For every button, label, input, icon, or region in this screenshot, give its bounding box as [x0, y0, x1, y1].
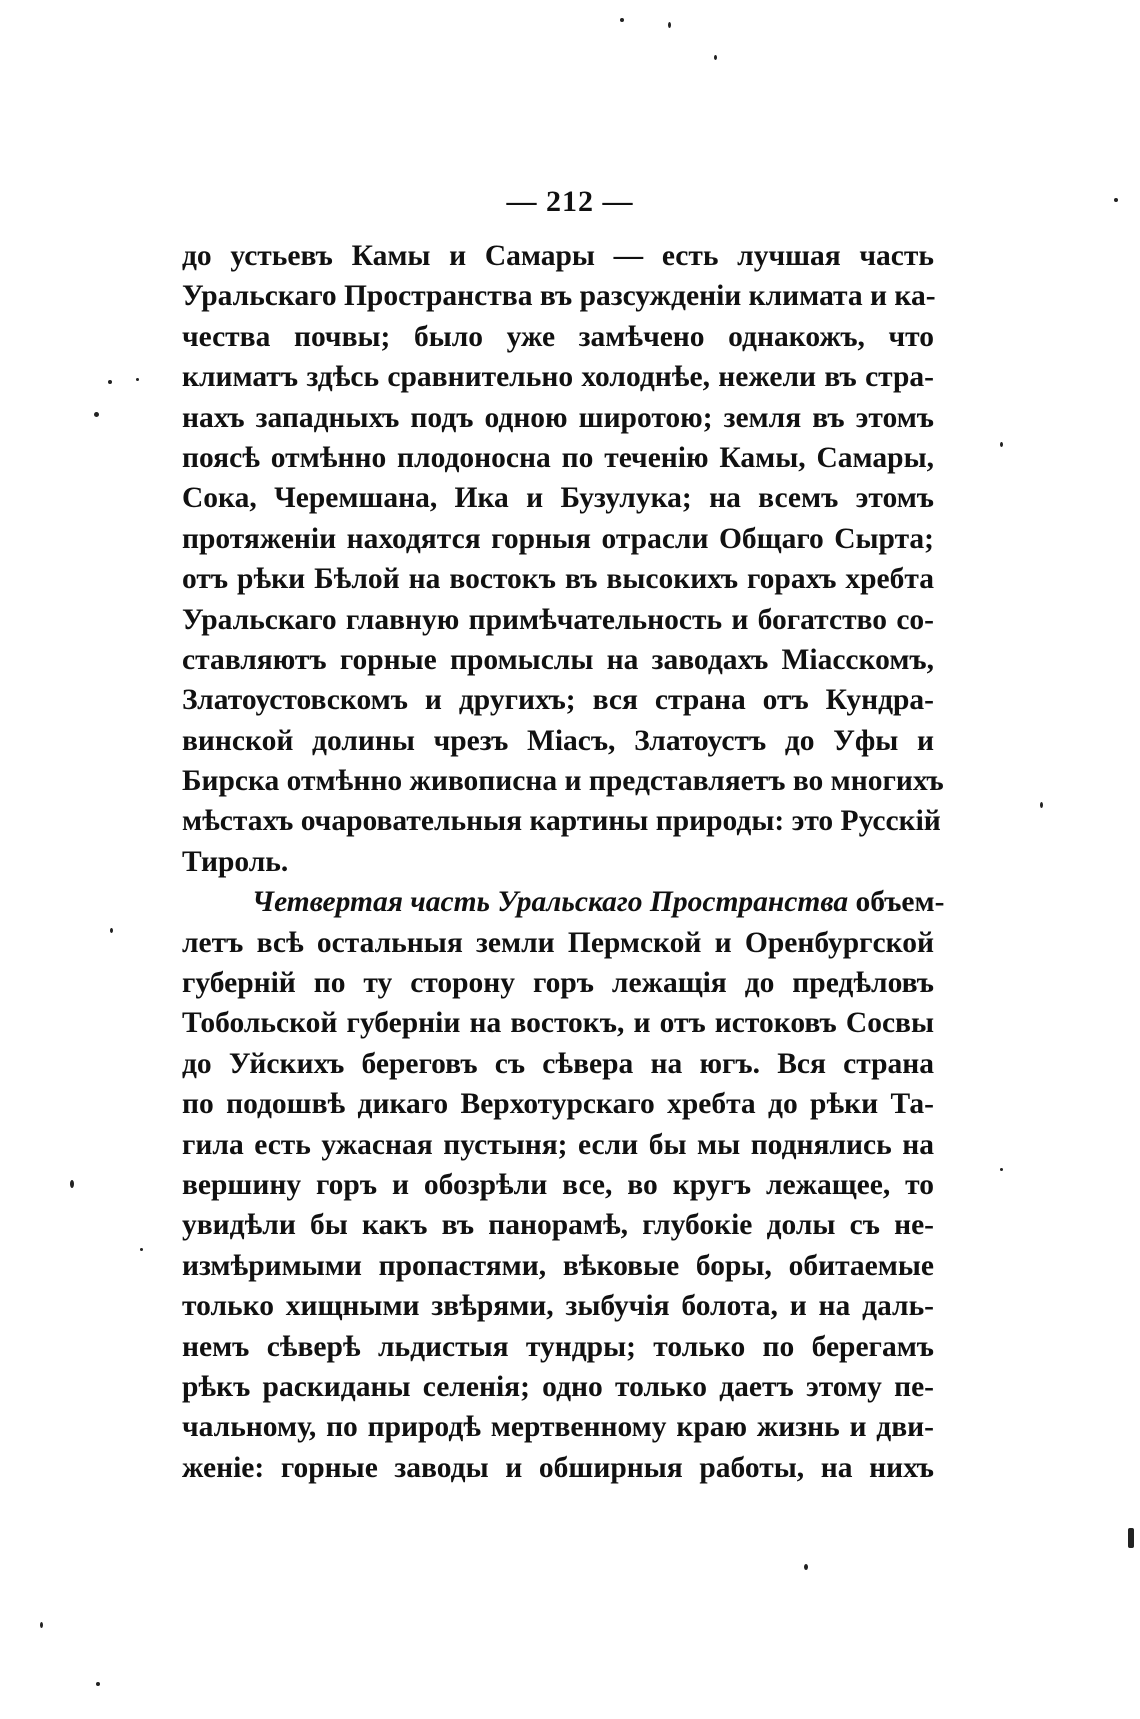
text-line: летъ всѣ остальныя земли Пермской и Оренбургской [182, 926, 934, 959]
scan-speck [110, 928, 113, 933]
scan-speck [40, 1622, 43, 1628]
scan-speck [1000, 1168, 1003, 1171]
text-line: отъ рѣки Бѣлой на востокъ въ высокихъ горахъ хребта [182, 563, 934, 596]
page-number: — 212 — [506, 185, 634, 218]
scan-speck [668, 22, 671, 28]
text-line: до устьевъ Камы и Самары — есть лучшая часть [182, 240, 934, 272]
scan-speck [620, 18, 624, 22]
paragraph-1 [182, 236, 944, 882]
text-line: немъ сѣверѣ льдистыя тундры; только по берегамъ [182, 1330, 934, 1363]
text-line: Бирска отмѣнно живописна и представляетъ во многихъ [182, 765, 944, 798]
text-line: винской долины чрезъ Міасъ, Златоустъ до Уфы и [182, 724, 934, 757]
scan-speck [96, 1682, 100, 1686]
text-line: мѣстахъ очаровательныя картины природы: это Русскій [182, 805, 941, 838]
text-line: поясѣ отмѣнно плодоносна по теченію Камы, Самары, [182, 441, 934, 474]
scan-speck [1040, 802, 1043, 808]
scan-speck [70, 1180, 74, 1188]
paragraph-lead-line [182, 882, 945, 922]
scan-speck [108, 380, 112, 384]
text-line: по подошвѣ дикаго Верхотурскаго хребта до рѣки Та- [182, 1088, 934, 1121]
text-line: климатъ здѣсь сравнительно холоднѣе, нежели въ стра- [182, 361, 934, 394]
scan-speck [94, 412, 99, 417]
text-line: до Уйскихъ береговъ съ сѣвера на югъ. Вся страна [182, 1047, 934, 1080]
lead-rest: объем- [855, 886, 945, 919]
text-line: чальному, по природѣ мертвенному краю жизнь и дви- [182, 1411, 934, 1444]
text-line: увидѣли бы какъ въ панорамѣ, глубокіе долы съ не- [182, 1209, 934, 1242]
text-line: Сока, Черемшана, Ика и Бузулука; на всемъ этомъ [182, 482, 934, 515]
scan-speck [140, 1248, 143, 1251]
text-line: ставляютъ горные промыслы на заводахъ Міасскомъ, [182, 643, 934, 676]
scan-speck [1000, 442, 1003, 447]
text-line: Тобольской губерніи на востокъ, и отъ истоковъ Сосвы [182, 1007, 934, 1040]
text-line: нахъ западныхъ подъ одною широтою; земля въ этомъ [182, 401, 934, 434]
text-line: Златоустовскомъ и другихъ; вся страна отъ Кундра- [182, 684, 934, 717]
text-line: Уральскаго главную примѣчательность и богатство со- [182, 603, 934, 636]
text-line: рѣкъ раскиданы селенія; одно только даетъ этому пе- [182, 1370, 934, 1403]
text-line: Тироль. [182, 845, 289, 878]
scan-speck [1128, 1528, 1134, 1548]
text-line: женіе: горные заводы и обширныя работы, на нихъ [182, 1451, 934, 1484]
text-line: только хищными звѣрями, зыбучія болота, и на даль- [182, 1290, 934, 1323]
scan-speck [1114, 198, 1118, 202]
body-text [182, 236, 945, 1488]
text-line: губерній по ту сторону горъ лежащія до предѣловъ [182, 967, 934, 1000]
scan-speck [804, 1564, 808, 1570]
text-line: измѣримыми пропастями, вѣковые боры, обитаемые [182, 1249, 934, 1282]
text-line: протяженіи находятся горныя отрасли Общаго Сырта; [182, 522, 934, 555]
text-line: Уральскаго Пространства въ разсужденіи климата и ка- [182, 280, 936, 313]
scan-speck [714, 55, 717, 60]
scan-speck [136, 378, 139, 381]
text-line: вершину горъ и обозрѣли все, во кругъ лежащее, то [182, 1168, 934, 1201]
text-line: гила есть ужасная пустыня; если бы мы поднялись на [182, 1128, 934, 1161]
paragraph-2 [182, 882, 945, 1488]
italic-lead: Четвертая часть Уральскаго Пространства [252, 886, 849, 919]
text-line: чества почвы; было уже замѣчено однакожъ, что [182, 320, 934, 353]
